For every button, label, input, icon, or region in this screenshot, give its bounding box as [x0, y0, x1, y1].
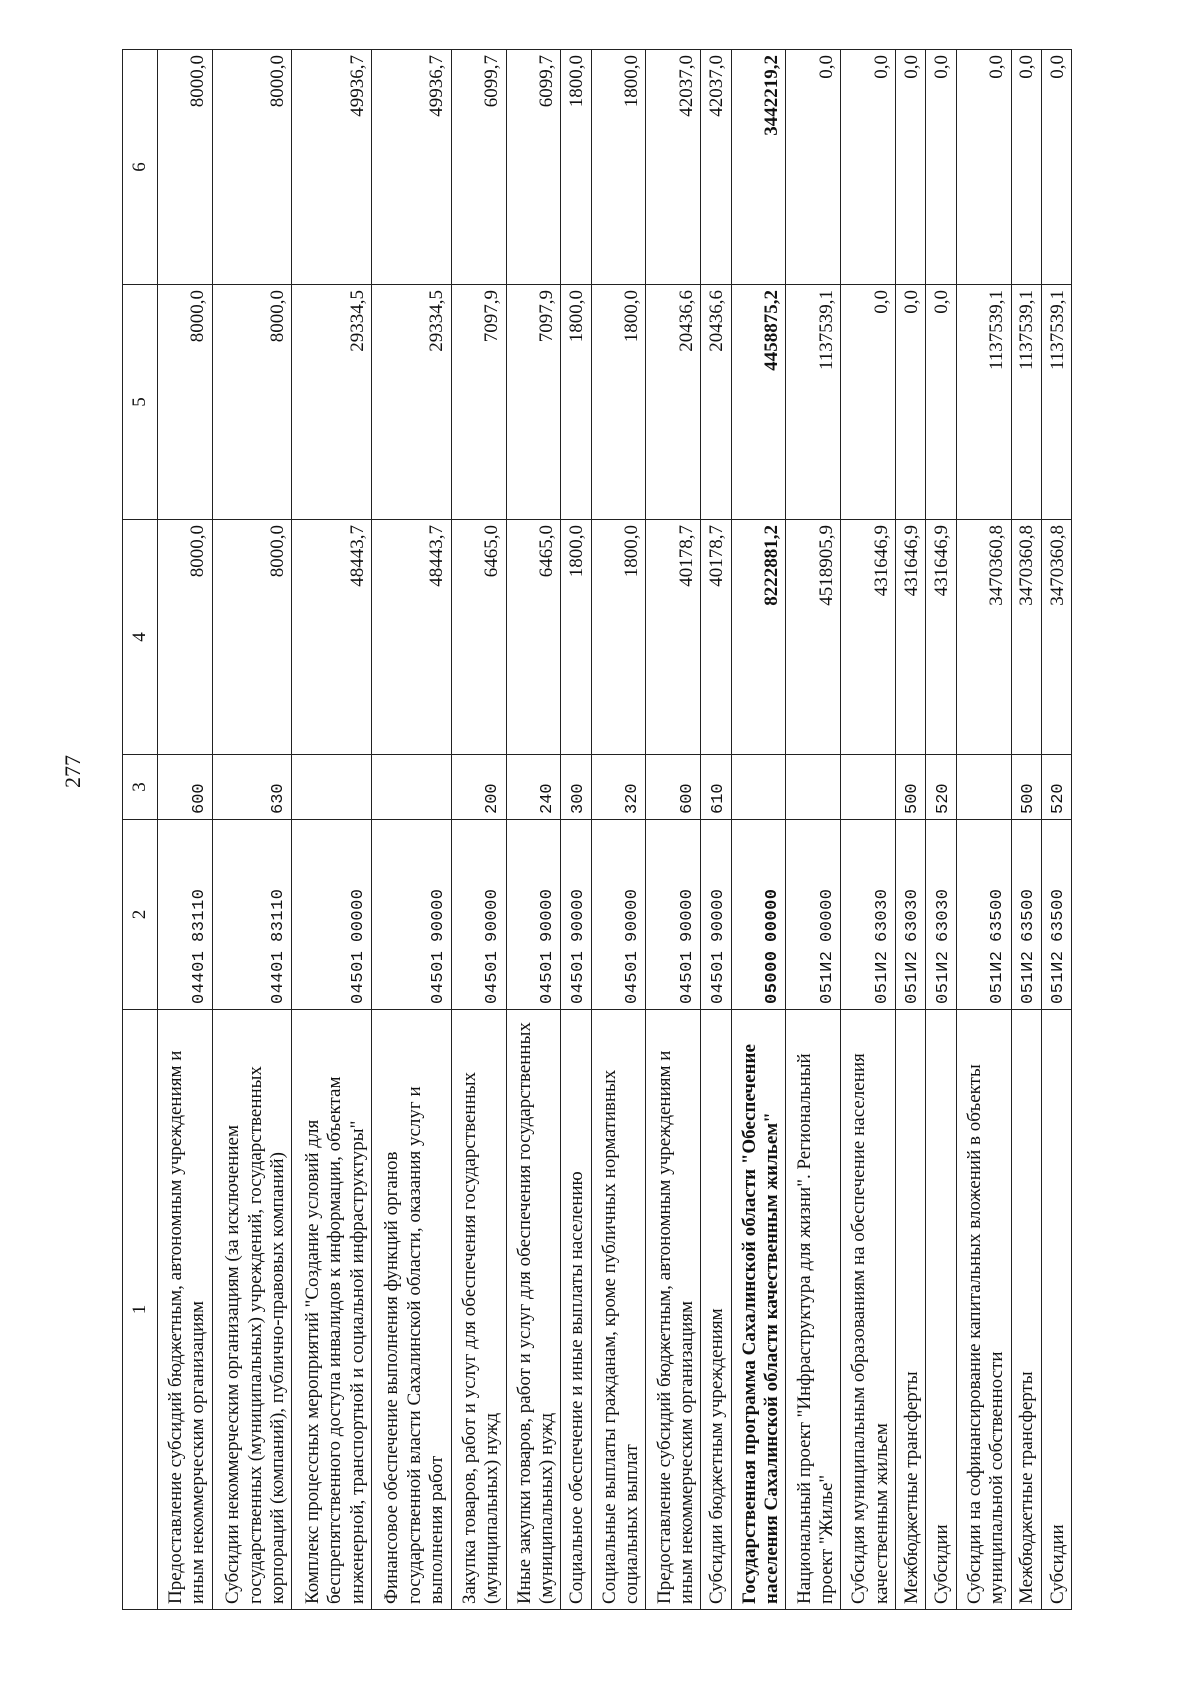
code-part-1: 04401 — [189, 950, 209, 1004]
row-value-col4: 431646,9 — [841, 520, 896, 755]
row-value-col5: 8000,0 — [158, 285, 213, 520]
table-row — [786, 50, 841, 1610]
code-part-2: 90000 — [428, 888, 448, 942]
row-value-col5: 0,0 — [926, 285, 956, 520]
row-expense-type: 520 — [1041, 755, 1071, 820]
table-row — [506, 50, 561, 1610]
row-name: Субсидии — [1041, 1010, 1071, 1610]
row-expense-type — [956, 755, 1011, 820]
table-row — [701, 50, 731, 1610]
row-code — [561, 820, 591, 1010]
row-expense-type: 240 — [506, 755, 561, 820]
code-part-2: 90000 — [708, 888, 728, 942]
code-part-1: 051И2 — [933, 950, 953, 1004]
row-value-col4: 40178,7 — [646, 520, 701, 755]
row-expense-type — [372, 755, 452, 820]
code-part-2: 00000 — [763, 888, 783, 942]
row-name: Межбюджетные трансферты — [1011, 1010, 1041, 1610]
row-value-col6: 0,0 — [956, 50, 1011, 285]
row-value-col6: 42037,0 — [646, 50, 701, 285]
code-part-1: 04501 — [349, 950, 368, 1004]
table-row — [292, 50, 372, 1610]
table-row — [926, 50, 956, 1610]
row-expense-type: 500 — [1011, 755, 1041, 820]
row-value-col5: 1800,0 — [561, 285, 591, 520]
row-value-col4: 431646,9 — [896, 520, 926, 755]
table-row — [896, 50, 926, 1610]
code-part-1: 04501 — [428, 950, 448, 1004]
code-part-1: 04501 — [538, 950, 558, 1004]
page-number: 277 — [60, 755, 85, 788]
row-expense-type — [292, 755, 372, 820]
row-code — [212, 820, 292, 1010]
code-part-2: 90000 — [678, 888, 698, 942]
row-value-col4: 8000,0 — [212, 520, 292, 755]
code-part-1: 051И2 — [903, 950, 923, 1004]
row-value-col4: 431646,9 — [926, 520, 956, 755]
row-name: Предоставление субсидий бюджетным, автономным учреждениям и иным некоммерческим организациям — [158, 1010, 213, 1610]
row-code — [1011, 820, 1041, 1010]
row-value-col4: 6465,0 — [451, 520, 506, 755]
table-row — [451, 50, 506, 1610]
row-name: Комплекс процессных мероприятий "Создание условий для беспрепятственного доступа инвалидов к информации, объектам инженерной, транспортной и социальной инфраструктуры" — [292, 1010, 372, 1610]
rotated-page-content — [122, 50, 1072, 1610]
table-row — [372, 50, 452, 1610]
row-expense-type — [786, 755, 841, 820]
table-row — [1011, 50, 1041, 1610]
row-value-col5: 1137539,1 — [1041, 285, 1071, 520]
row-name: Межбюджетные трансферты — [896, 1010, 926, 1610]
row-value-col4: 40178,7 — [701, 520, 731, 755]
code-part-1: 04501 — [623, 950, 643, 1004]
header-col-3: 3 — [123, 755, 158, 820]
row-expense-type: 520 — [926, 755, 956, 820]
header-col-1: 1 — [123, 1010, 158, 1610]
code-part-1: 04401 — [269, 950, 289, 1004]
header-col-4: 4 — [123, 520, 158, 755]
code-part-2: 63500 — [988, 888, 1008, 942]
row-value-col5: 1137539,1 — [1011, 285, 1041, 520]
row-value-col4: 8000,0 — [158, 520, 213, 755]
row-code — [451, 820, 506, 1010]
code-part-2: 90000 — [483, 888, 503, 942]
table-row — [1041, 50, 1071, 1610]
code-part-1: 051И2 — [1048, 950, 1068, 1004]
row-code — [926, 820, 956, 1010]
code-part-2: 00000 — [818, 888, 838, 942]
code-part-1: 04501 — [483, 950, 503, 1004]
row-value-col6: 8000,0 — [212, 50, 292, 285]
code-part-1: 051И2 — [873, 950, 893, 1004]
row-code — [956, 820, 1011, 1010]
row-value-col6: 0,0 — [1041, 50, 1071, 285]
row-name: Предоставление субсидий бюджетным, автономным учреждениям и иным некоммерческим организациям — [646, 1010, 701, 1610]
code-part-2: 90000 — [568, 888, 588, 942]
row-value-col6: 6099,7 — [451, 50, 506, 285]
row-value-col6: 1800,0 — [591, 50, 646, 285]
header-col-5: 5 — [123, 285, 158, 520]
row-value-col6: 0,0 — [786, 50, 841, 285]
row-value-col6: 49936,7 — [292, 50, 372, 285]
code-part-2: 90000 — [538, 888, 558, 942]
table-row — [731, 50, 786, 1610]
table-row — [591, 50, 646, 1610]
row-expense-type — [841, 755, 896, 820]
code-part-1: 051И2 — [988, 950, 1008, 1004]
row-expense-type: 630 — [212, 755, 292, 820]
row-name: Социальные выплаты гражданам, кроме публичных нормативных социальных выплат — [591, 1010, 646, 1610]
row-name: Национальный проект "Инфраструктура для жизни". Региональный проект "Жилье" — [786, 1010, 841, 1610]
row-value-col6: 0,0 — [896, 50, 926, 285]
table-body — [158, 50, 1072, 1610]
row-value-col6: 1800,0 — [561, 50, 591, 285]
row-value-col6: 0,0 — [926, 50, 956, 285]
row-value-col5: 0,0 — [896, 285, 926, 520]
header-row — [123, 50, 158, 1610]
row-value-col5: 4458875,2 — [731, 285, 786, 520]
row-code — [646, 820, 701, 1010]
row-expense-type: 600 — [158, 755, 213, 820]
row-value-col5: 7097,9 — [506, 285, 561, 520]
row-expense-type: 320 — [591, 755, 646, 820]
row-value-col4: 3470360,8 — [1041, 520, 1071, 755]
code-part-1: 051И2 — [818, 950, 838, 1004]
row-code — [731, 820, 786, 1010]
row-code — [701, 820, 731, 1010]
row-value-col4: 6465,0 — [506, 520, 561, 755]
row-code — [506, 820, 561, 1010]
row-value-col6: 6099,7 — [506, 50, 561, 285]
row-value-col6: 0,0 — [841, 50, 896, 285]
row-code — [786, 820, 841, 1010]
table-row — [841, 50, 896, 1610]
row-value-col6: 42037,0 — [701, 50, 731, 285]
row-value-col4: 3470360,8 — [956, 520, 1011, 755]
row-value-col4: 1800,0 — [561, 520, 591, 755]
row-expense-type: 200 — [451, 755, 506, 820]
row-value-col6: 3442219,2 — [731, 50, 786, 285]
row-code — [841, 820, 896, 1010]
budget-table — [122, 49, 1072, 1610]
code-part-2: 63500 — [1018, 888, 1038, 942]
table-row — [561, 50, 591, 1610]
code-part-2: 63500 — [1048, 888, 1068, 942]
row-value-col5: 1137539,1 — [956, 285, 1011, 520]
code-part-2: 83110 — [269, 888, 289, 942]
row-value-col5: 29334,5 — [292, 285, 372, 520]
row-name: Субсидии — [926, 1010, 956, 1610]
row-code — [292, 820, 372, 1010]
code-part-1: 04501 — [708, 950, 728, 1004]
row-name: Финансовое обеспечение выполнения функций органов государственной власти Сахалинской области, оказания услуг и выполнения работ — [372, 1010, 452, 1610]
row-name: Государственная программа Сахалинской области "Обеспечение населения Сахалинской области качественным жильем" — [731, 1010, 786, 1610]
table-row — [646, 50, 701, 1610]
row-value-col5: 20436,6 — [646, 285, 701, 520]
row-value-col5: 0,0 — [841, 285, 896, 520]
header-col-6: 6 — [123, 50, 158, 285]
row-value-col4: 48443,7 — [292, 520, 372, 755]
row-code — [372, 820, 452, 1010]
code-part-1: 05000 — [763, 950, 783, 1004]
table-row — [212, 50, 292, 1610]
row-name: Субсидия муниципальным образованиям на обеспечение населения качественным жильем — [841, 1010, 896, 1610]
code-part-2: 90000 — [623, 888, 643, 942]
row-value-col6: 49936,7 — [372, 50, 452, 285]
row-code — [158, 820, 213, 1010]
code-part-1: 051И2 — [1018, 950, 1038, 1004]
row-name: Социальное обеспечение и иные выплаты населению — [561, 1010, 591, 1610]
row-name: Субсидии некоммерческим организациям (за исключением государственных (муниципальных) учреждений, государственных корпораций (компаний), публично-правовых компаний) — [212, 1010, 292, 1610]
code-part-1: 04501 — [568, 950, 588, 1004]
code-part-2: 00000 — [349, 888, 368, 942]
row-code — [896, 820, 926, 1010]
code-part-2: 63030 — [873, 888, 893, 942]
table-row — [158, 50, 213, 1610]
row-value-col6: 0,0 — [1011, 50, 1041, 285]
row-name: Иные закупки товаров, работ и услуг для обеспечения государственных (муниципальных) нужд — [506, 1010, 561, 1610]
row-value-col4: 8222881,2 — [731, 520, 786, 755]
code-part-1: 04501 — [678, 950, 698, 1004]
row-value-col5: 1800,0 — [591, 285, 646, 520]
row-value-col5: 7097,9 — [451, 285, 506, 520]
row-value-col4: 1800,0 — [591, 520, 646, 755]
row-expense-type: 600 — [646, 755, 701, 820]
row-value-col5: 1137539,1 — [786, 285, 841, 520]
row-value-col5: 29334,5 — [372, 285, 452, 520]
code-part-2: 63030 — [903, 888, 923, 942]
row-value-col6: 8000,0 — [158, 50, 213, 285]
row-name: Субсидии на софинансирование капитальных вложений в объекты муниципальной собственности — [956, 1010, 1011, 1610]
row-value-col4: 48443,7 — [372, 520, 452, 755]
row-expense-type: 300 — [561, 755, 591, 820]
row-value-col5: 20436,6 — [701, 285, 731, 520]
row-name: Закупка товаров, работ и услуг для обеспечения государственных (муниципальных) нужд — [451, 1010, 506, 1610]
row-value-col4: 4518905,9 — [786, 520, 841, 755]
code-part-2: 83110 — [189, 888, 209, 942]
row-expense-type: 500 — [896, 755, 926, 820]
row-value-col5: 8000,0 — [212, 285, 292, 520]
row-code — [1041, 820, 1071, 1010]
code-part-2: 63030 — [933, 888, 953, 942]
table-row — [956, 50, 1011, 1610]
row-expense-type — [731, 755, 786, 820]
row-name: Субсидии бюджетным учреждениям — [701, 1010, 731, 1610]
header-col-2: 2 — [123, 820, 158, 1010]
row-value-col4: 3470360,8 — [1011, 520, 1041, 755]
row-code — [591, 820, 646, 1010]
row-expense-type: 610 — [701, 755, 731, 820]
